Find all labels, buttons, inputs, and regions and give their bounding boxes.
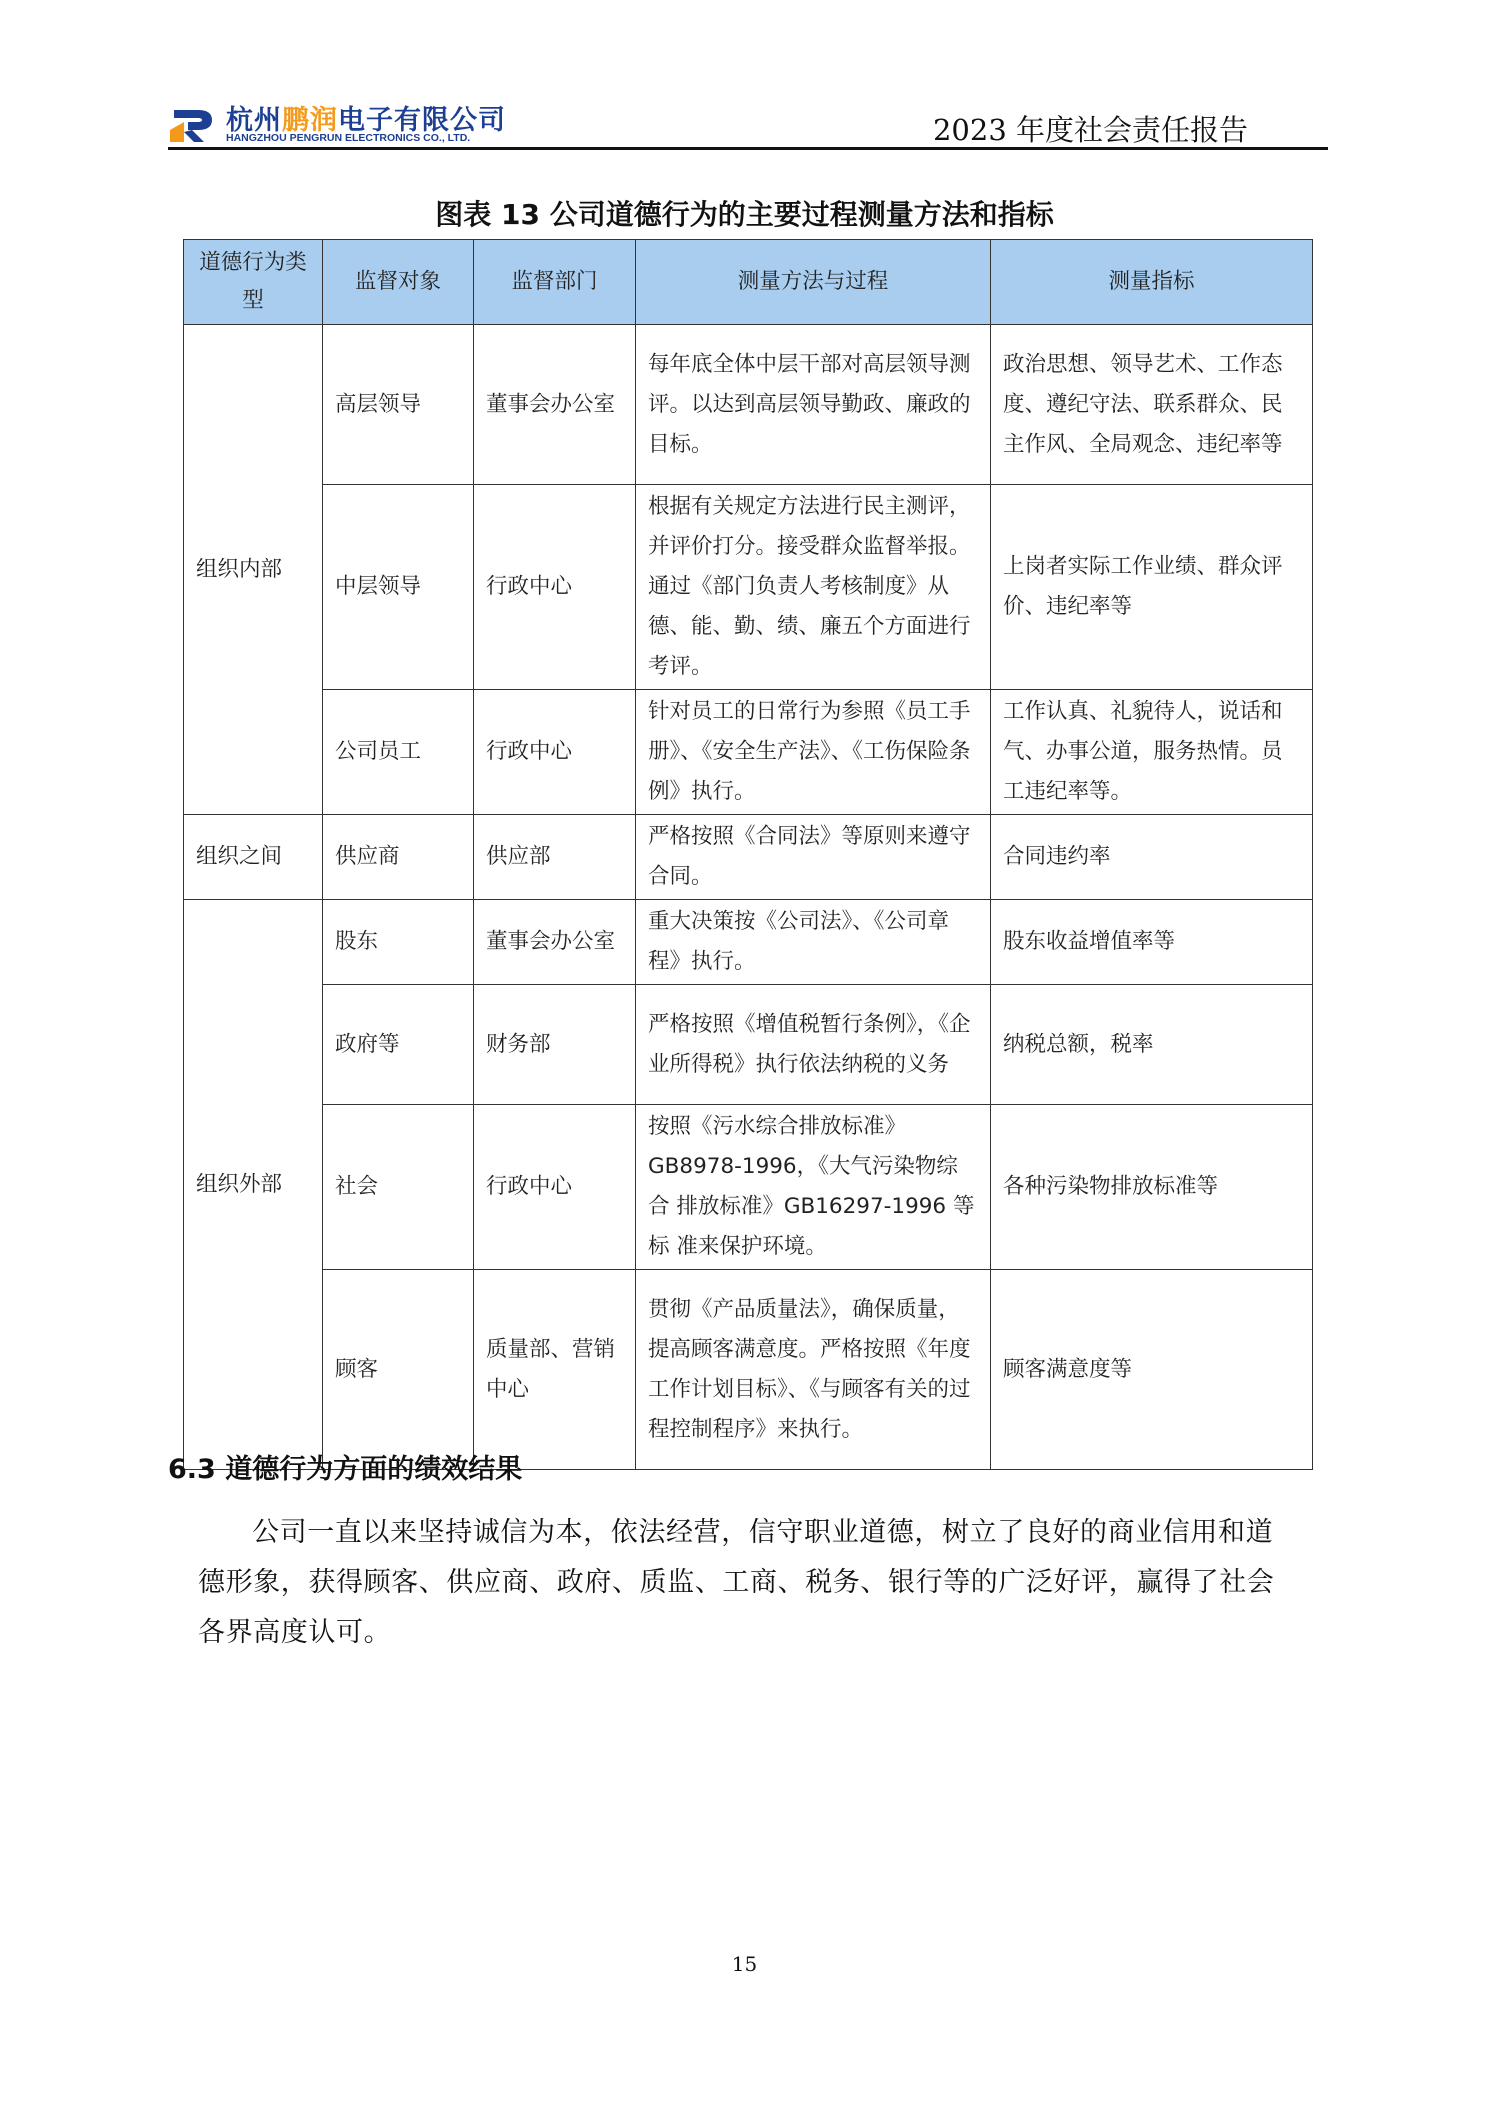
target-cell: 高层领导 (323, 325, 474, 485)
target-cell: 供应商 (323, 815, 474, 900)
method-cell: 每年底全体中层干部对高层领导测评。以达到高层领导勤政、廉政的目标。 (636, 325, 991, 485)
table-row (184, 325, 1313, 485)
column-header: 监督部门 (474, 240, 636, 325)
dept-cell: 行政中心 (474, 690, 636, 815)
indicator-cell: 各种污染物排放标准等 (991, 1105, 1313, 1270)
method-cell: 重大决策按《公司法》、《公司章程》执行。 (636, 900, 991, 985)
table-row (184, 1105, 1313, 1270)
target-cell: 股东 (323, 900, 474, 985)
column-header: 道德行为类型 (184, 240, 323, 325)
target-cell: 顾客 (323, 1270, 474, 1470)
table-row (184, 815, 1313, 900)
target-cell: 中层领导 (323, 485, 474, 690)
method-cell: 按照《污水综合排放标准》GB8978-1996，《大气污染物综合 排放标准》GB16297-1996 等标 准来保护环境。 (636, 1105, 991, 1270)
indicator-cell: 工作认真、礼貌待人，说话和气、办事公道，服务热情。员工违纪率等。 (991, 690, 1313, 815)
method-cell: 严格按照《增值税暂行条例》，《企业所得税》执行依法纳税的义务 (636, 985, 991, 1105)
table-row (184, 985, 1313, 1105)
indicator-cell: 顾客满意度等 (991, 1270, 1313, 1470)
table-row (184, 1270, 1313, 1470)
dept-cell: 财务部 (474, 985, 636, 1105)
method-cell: 针对员工的日常行为参照《员工手册》、《安全生产法》、《工伤保险条例》执行。 (636, 690, 991, 815)
dept-cell: 董事会办公室 (474, 325, 636, 485)
column-header: 监督对象 (323, 240, 474, 325)
ethics-measurement-table (183, 239, 1313, 1470)
method-cell: 贯彻《产品质量法》，确保质量，提高顾客满意度。严格按照《年度工作计划目标》、《与顾客有关的过程控制程序》来执行。 (636, 1270, 991, 1470)
pengrun-logo-icon (168, 100, 218, 144)
company-name-cn: 杭州鹏润电子有限公司 (226, 105, 506, 136)
report-title: 2023 年度社会责任报告 (932, 113, 1248, 147)
section-heading: 6.3 道德行为方面的绩效结果 (168, 1454, 523, 1485)
target-cell: 社会 (323, 1105, 474, 1270)
dept-cell: 供应部 (474, 815, 636, 900)
column-header: 测量方法与过程 (636, 240, 991, 325)
category-cell: 组织内部 (184, 325, 323, 815)
category-cell: 组织之间 (184, 815, 323, 900)
table-header-row (184, 240, 1313, 325)
header-divider (168, 147, 1328, 150)
dept-cell: 董事会办公室 (474, 900, 636, 985)
indicator-cell: 纳税总额，税率 (991, 985, 1313, 1105)
indicator-cell: 上岗者实际工作业绩、群众评价、违纪率等 (991, 485, 1313, 690)
dept-cell: 行政中心 (474, 1105, 636, 1270)
table-row (184, 485, 1313, 690)
table-caption: 图表 13 公司道德行为的主要过程测量方法和指标 (435, 198, 1054, 231)
indicator-cell: 股东收益增值率等 (991, 900, 1313, 985)
page-number: 15 (731, 1952, 758, 1976)
page-header (168, 98, 1328, 150)
company-name-en: HANGZHOU PENGRUN ELECTRONICS CO., LTD. (226, 132, 471, 144)
target-cell: 公司员工 (323, 690, 474, 815)
table-row (184, 900, 1313, 985)
category-cell: 组织外部 (184, 900, 323, 1470)
indicator-cell: 政治思想、领导艺术、工作态度、遵纪守法、联系群众、民主作风、全局观念、违纪率等 (991, 325, 1313, 485)
dept-cell: 质量部、营销中心 (474, 1270, 636, 1470)
indicator-cell: 合同违约率 (991, 815, 1313, 900)
target-cell: 政府等 (323, 985, 474, 1105)
method-cell: 根据有关规定方法进行民主测评，并评价打分。接受群众监督举报。通过《部门负责人考核制度》从德、能、勤、绩、廉五个方面进行考评。 (636, 485, 991, 690)
dept-cell: 行政中心 (474, 485, 636, 690)
column-header: 测量指标 (991, 240, 1313, 325)
table-row (184, 690, 1313, 815)
body-paragraph: 公司一直以来坚持诚信为本，依法经营，信守职业道德，树立了良好的商业信用和道德形象，获得顾客、供应商、政府、质监、工商、税务、银行等的广泛好评，赢得了社会各界高度认可。 (198, 1517, 1275, 1648)
method-cell: 严格按照《合同法》等原则来遵守合同。 (636, 815, 991, 900)
